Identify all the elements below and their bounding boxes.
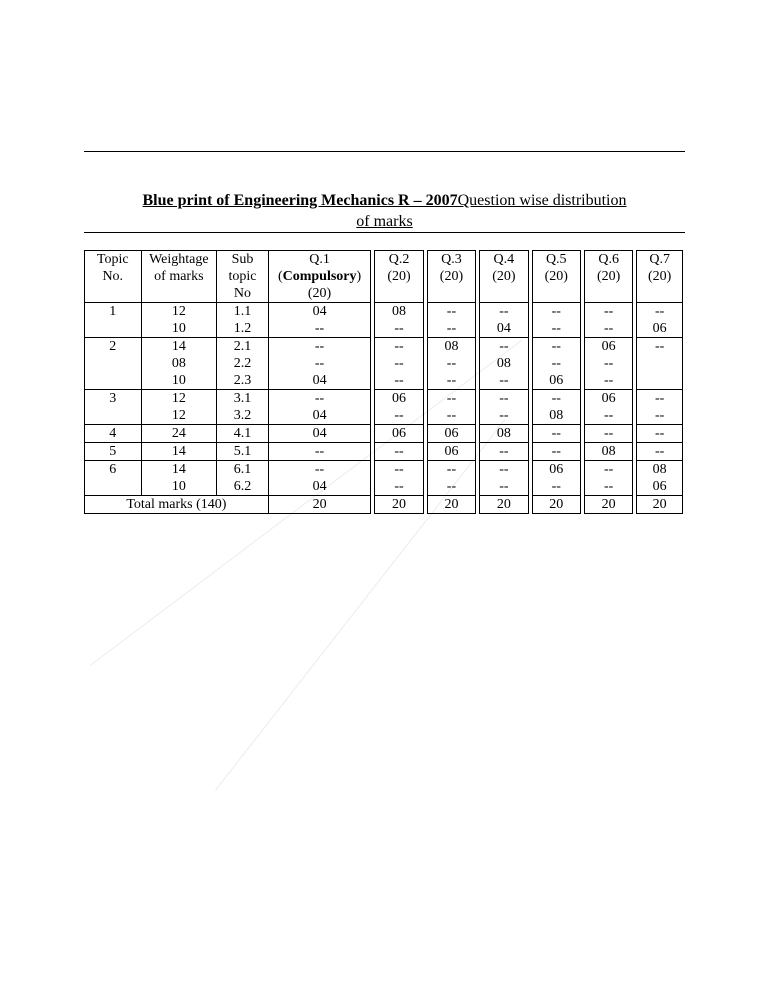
table-cell: 04 — [480, 320, 528, 338]
table-row — [85, 303, 683, 321]
table-cell: -- — [637, 338, 683, 356]
table-cell: 1.2 — [217, 320, 269, 338]
table-cell: -- — [268, 338, 371, 356]
table-cell: 06 — [637, 320, 683, 338]
table-cell: -- — [584, 407, 632, 425]
table-cell — [85, 355, 142, 372]
table-cell: -- — [427, 303, 475, 321]
table-cell: -- — [637, 407, 683, 425]
table-cell: -- — [427, 390, 475, 408]
table-cell: 2.1 — [217, 338, 269, 356]
table-cell: 06 — [427, 425, 475, 443]
header-sub-topic: Sub topic No — [217, 251, 269, 303]
table-cell: 6.2 — [217, 478, 269, 496]
header-q1-compulsory-text: Compulsory — [282, 269, 357, 284]
table-cell: -- — [532, 425, 580, 443]
blueprint-table — [84, 250, 683, 514]
total-value: 20 — [532, 496, 580, 514]
table-cell: 3.2 — [217, 407, 269, 425]
header-q1 — [268, 251, 371, 303]
table-cell — [85, 372, 142, 390]
table-cell: -- — [480, 338, 528, 356]
table-cell: 04 — [268, 425, 371, 443]
table-row — [85, 372, 683, 390]
table-cell: 2 — [85, 338, 142, 356]
table-cell: -- — [375, 407, 423, 425]
header-q4: Q.4 (20) — [480, 251, 528, 303]
table-cell: 4 — [85, 425, 142, 443]
table-cell: 08 — [584, 443, 632, 461]
table-cell — [85, 478, 142, 496]
table-cell: -- — [268, 355, 371, 372]
table-cell: 06 — [584, 338, 632, 356]
table-cell: 24 — [141, 425, 217, 443]
total-value: 20 — [584, 496, 632, 514]
header-q5: Q.5 (20) — [532, 251, 580, 303]
table-cell: -- — [532, 355, 580, 372]
table-cell: -- — [268, 443, 371, 461]
table-row — [85, 478, 683, 496]
total-value: 20 — [268, 496, 371, 514]
table-cell: 5 — [85, 443, 142, 461]
table-cell: 08 — [637, 461, 683, 479]
title-normal: Question wise distribution — [457, 192, 627, 209]
table-cell: 06 — [375, 425, 423, 443]
title-line2: of marks — [356, 213, 413, 230]
header-weightage: Weightage of marks — [141, 251, 217, 303]
table-cell: -- — [375, 478, 423, 496]
table-cell: 5.1 — [217, 443, 269, 461]
page-title — [84, 190, 685, 232]
header-q3: Q.3 (20) — [427, 251, 475, 303]
total-value: 20 — [375, 496, 423, 514]
table-cell: -- — [532, 443, 580, 461]
table-cell: -- — [480, 407, 528, 425]
table-cell: 12 — [141, 303, 217, 321]
table-cell: -- — [268, 461, 371, 479]
table-cell: 08 — [427, 338, 475, 356]
table-cell: -- — [584, 303, 632, 321]
table-row — [85, 425, 683, 443]
table-cell: 04 — [268, 372, 371, 390]
table-cell: 3 — [85, 390, 142, 408]
header-q2: Q.2 (20) — [375, 251, 423, 303]
table-cell: 06 — [532, 461, 580, 479]
table-cell: 04 — [268, 407, 371, 425]
table-cell: 08 — [375, 303, 423, 321]
table-cell: 06 — [375, 390, 423, 408]
table-cell — [85, 320, 142, 338]
table-cell: -- — [637, 390, 683, 408]
table-cell: 12 — [141, 390, 217, 408]
total-value: 20 — [427, 496, 475, 514]
table-cell: -- — [375, 461, 423, 479]
table-cell: -- — [637, 425, 683, 443]
table-cell: -- — [375, 320, 423, 338]
header-q1-compulsory: (Compulsory) — [277, 269, 362, 284]
table-cell: 14 — [141, 338, 217, 356]
total-value: 20 — [480, 496, 528, 514]
total-value: 20 — [637, 496, 683, 514]
table-cell: -- — [480, 390, 528, 408]
table-row — [85, 355, 683, 372]
header-q7: Q.7 (20) — [637, 251, 683, 303]
table-cell: -- — [532, 320, 580, 338]
table-cell: 2.2 — [217, 355, 269, 372]
table-cell: -- — [268, 320, 371, 338]
table-cell: 3.1 — [217, 390, 269, 408]
table-cell: 1 — [85, 303, 142, 321]
table-cell: 4.1 — [217, 425, 269, 443]
table-cell: -- — [584, 461, 632, 479]
table-cell: 6.1 — [217, 461, 269, 479]
table-cell: -- — [584, 478, 632, 496]
table-cell: 10 — [141, 372, 217, 390]
table-cell: 12 — [141, 407, 217, 425]
table-cell: 10 — [141, 320, 217, 338]
table-cell: -- — [584, 372, 632, 390]
table-cell: -- — [637, 303, 683, 321]
table-cell: -- — [427, 478, 475, 496]
table-cell: -- — [268, 390, 371, 408]
table-cell: -- — [427, 461, 475, 479]
header-q1-number: Q.1 — [309, 252, 330, 267]
table-cell: -- — [532, 303, 580, 321]
header-q6: Q.6 (20) — [584, 251, 632, 303]
total-label: Total marks (140) — [85, 496, 269, 514]
table-cell: -- — [427, 355, 475, 372]
table-cell: 06 — [427, 443, 475, 461]
table-cell: -- — [480, 372, 528, 390]
header-topic-no: Topic No. — [85, 251, 142, 303]
table-cell: 06 — [637, 478, 683, 496]
table-cell: -- — [480, 461, 528, 479]
table-cell: -- — [532, 338, 580, 356]
table-row — [85, 443, 683, 461]
table-cell: 08 — [480, 425, 528, 443]
table-row — [85, 338, 683, 356]
table-cell — [85, 407, 142, 425]
table-cell: 14 — [141, 461, 217, 479]
table-cell: 10 — [141, 478, 217, 496]
table-cell: 14 — [141, 443, 217, 461]
table-cell: 04 — [268, 303, 371, 321]
table-cell: -- — [637, 443, 683, 461]
header-q1-marks: (20) — [307, 286, 332, 301]
table-cell: 6 — [85, 461, 142, 479]
table-row — [85, 407, 683, 425]
table-cell: 04 — [268, 478, 371, 496]
table-cell: -- — [375, 355, 423, 372]
table-cell — [637, 355, 683, 372]
total-row — [85, 496, 683, 514]
table-cell: -- — [375, 372, 423, 390]
table-cell: 06 — [532, 372, 580, 390]
table-cell: 1.1 — [217, 303, 269, 321]
table-cell: 08 — [532, 407, 580, 425]
top-rule — [84, 151, 685, 152]
table-cell: -- — [480, 303, 528, 321]
table-cell: -- — [480, 478, 528, 496]
table-row — [85, 390, 683, 408]
table-cell: 08 — [480, 355, 528, 372]
table-cell: -- — [532, 390, 580, 408]
table-cell — [637, 372, 683, 390]
table-row — [85, 320, 683, 338]
table-cell: 08 — [141, 355, 217, 372]
table-cell: 2.3 — [217, 372, 269, 390]
table-cell: -- — [427, 320, 475, 338]
table-cell: 06 — [584, 390, 632, 408]
title-rule — [84, 232, 685, 233]
table-cell: -- — [584, 320, 632, 338]
table-row — [85, 461, 683, 479]
table-cell: -- — [375, 338, 423, 356]
header-row — [85, 251, 683, 303]
table-cell: -- — [584, 425, 632, 443]
table-cell: -- — [480, 443, 528, 461]
table-cell: -- — [375, 443, 423, 461]
table-cell: -- — [427, 407, 475, 425]
table-cell: -- — [584, 355, 632, 372]
table-cell: -- — [427, 372, 475, 390]
table-cell: -- — [532, 478, 580, 496]
title-bold: Blue print of Engineering Mechanics R – 2007 — [142, 192, 458, 209]
